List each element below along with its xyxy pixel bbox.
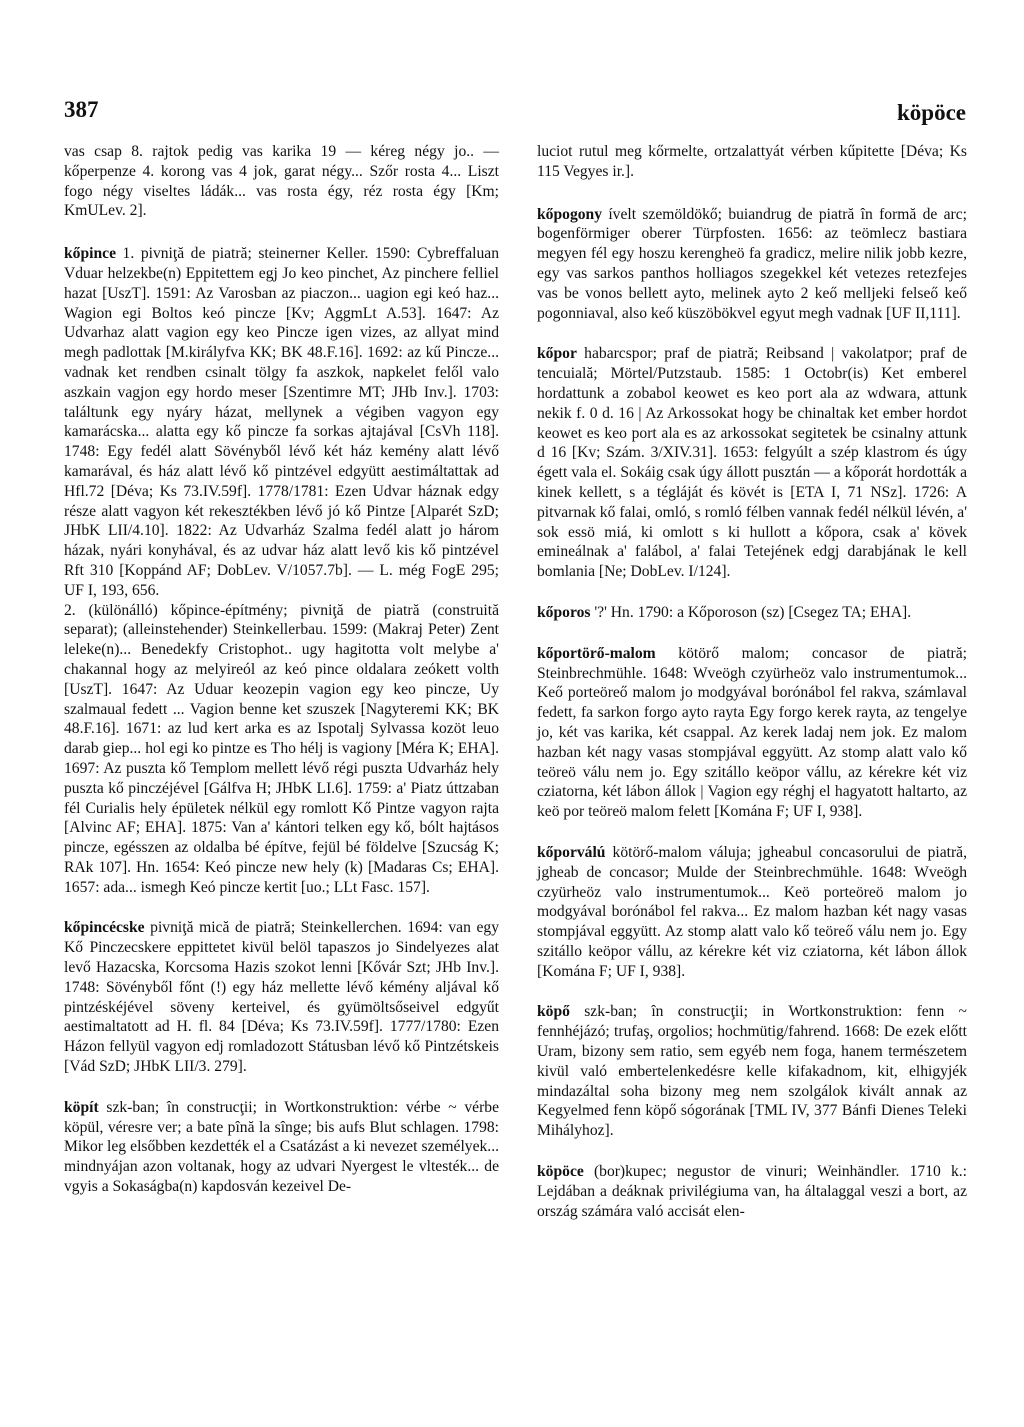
running-headword: köpöce xyxy=(897,100,966,125)
entry-headword: kőpince xyxy=(64,245,116,263)
entry-sense-2: 2. (különálló) kőpince-építmény; pivniţă de piatră (construită separat); (alleinstehender) Steinkellerbau. 1599: (Makraj Peter) Zent leleke(n)... Benedekfy Cristophot.. ugy hagitotta volt melybe a' chakannal hogy az melyireól az keó pince oldalara zeókett volth [UszT]. 1647: Az Uduar keozepin vagion egy keo pincze, Uy szalmaual fedett ... Vagion benne ket szuszek [Nagyteremi KK; BK 48.F.16]. 1671: az lud kert arka es az Ispotalj Sylvassa kozöt leuo darab giep... hol egi ko pintze es Tho hélj is vagiony [Méra K; EHA]. 1697: Az puszta kő Templom mellett lévő régi puszta Udvarház hely puszta kő pinczéjével [Gálfva H; JHbK LI.6]. 1759: a' Piatz úttzaban fél Curialis hely épületek nélkül egy romlott Kő Pintze vagyon rajta [Alvinc AF; EHA]. 1875: Van a' kántori telken egy kő, bólt hajtásos pincze, egésszen az oldalba bé építve, fejül bé földelve [Szucság K; RAk 107]. Hn. 1654: Keó pincze new hely (k) [Madaras Cs; EHA]. 1657: ada... ismegh Keó pincze kertit [uo.; LLt Fasc. 157]. xyxy=(64,601,499,896)
entry-text: habarcspor; praf de piatră; Reibsand | vakolatpor; praf de tencuială; Mörtel/Putzstaub. 1585: 1 Octobr(is) Ket emberel hordattunk a zobabol keowet es keo port ala az wdwara, attunk nekik f. 0 d. 16 | Az Arkossokat hogy be chinaltak ket ember hordot keowet es keo port ala es az arkossokat segitetek be csinalny attunk d 16 [Kv; Szám. 3/XIV.31]. 1653: felgyúlt a szép klastrom és úgy égett vala el. Sokáig csak úgy állott pusztán — a kőporát hordották a kinek kellett, s a tégláját és kövét is [ETA I, 71 NSz]. 1726: A pitvarnak kő falai, omló, s romló félben vannak fedél nélkül lévén, a' sok essö miá, ki omlott s ki hullott a kőpora, csak a' kövek emineálnak a' falábol, a' falai Tetejének edgj darabjának le kell bomlania [Ne; DobLev. I/124]. xyxy=(537,345,967,581)
entry-text: pivniţă mică de piatră; Steinkellerchen. 1694: van egy Kő Pinczecskere eppittetet kivül belöl tapaszos jo Sindelyezes alat levő Hazacska, Korcsoma Hazis szokot lenni [Kővár Szt; JHb Inv.]. 1748: Sövényből főnt (!) egy ház mellette lévő kémény aljával kő pintzéskéjével söveny kerteivel, és gyümöltsőseivel edgyűt aestimaltatott ad H. fl. 84 [Déva; Ks 73.IV.59f]. 1777/1780: Ezen Házon fellyül vagyon edj romladozott Státusban lévő kő Pintzétskeis [Vád SzD; JHbK LII/3. 279]. xyxy=(64,919,499,1076)
entry-headword: köpöce xyxy=(537,1163,584,1181)
entry-headword: kőporos xyxy=(537,603,591,621)
entry-koportoro-malom xyxy=(537,644,967,822)
entry-text: '?' Hn. 1790: a Kőporoson (sz) [Csegez TA; EHA]. xyxy=(590,603,912,621)
entry-kopogony xyxy=(537,205,967,324)
entry-headword: kőpogony xyxy=(537,205,603,223)
entry-kopo xyxy=(537,1002,967,1141)
entry-headword: kőporválú xyxy=(537,843,606,861)
entry-headword: köpő xyxy=(537,1003,570,1021)
entry-text: szk-ban; în construcţii; in Wortkonstruktion: fenn ~ fennhéjázó; trufaş, orgolios; hochmütig/fahrend. 1668: De ezek előtt Uram, bizony sem ratio, sem egyéb nem foga, hanem természetem kivül való embertelenkedésre kelle kifakadnom, kit, elhigyjék mindazáltal soha bizony meg nem szolgálok kivált annak az Kegyelmed fenn köpő sógorának [TML IV, 377 Bánfi Dienes Teleki Mihályhoz]. xyxy=(537,1003,967,1140)
entry-continuation xyxy=(64,142,499,221)
entry-kopoce xyxy=(537,1162,967,1221)
left-column xyxy=(64,142,499,1218)
entry-koporos xyxy=(537,603,967,623)
entry-text: (bor)kupec; negustor de vinuri; Weinhändler. 1710 k.: Lejdában a deáknak privilégiuma van, ha általaggal veszi a bort, az ország számára való accisát elen- xyxy=(537,1163,967,1220)
entry-kopor xyxy=(537,344,967,582)
right-column xyxy=(537,142,967,1242)
entry-text: szk-ban; în construcţii; in Wortkonstruktion: vérbe ~ vérbe köpül, véresre ver; a bate pînă la sînge; bis aufs Blut schlagen. 1798: Mikor leg elsőbben kezdették el a Csatázást a ki nevezet személyek... mindnyájan azon voltanak, hogy az udvari Nyergest le vltesték... de vgyis a Sokaságba(n) kapdosván kezeivel De- xyxy=(64,1098,499,1196)
entry-kopince xyxy=(64,244,499,897)
page-number: 387 xyxy=(64,97,99,122)
entry-headword: kőportörő-malom xyxy=(537,644,656,662)
entry-koporvalu xyxy=(537,843,967,982)
entry-continuation xyxy=(537,142,967,182)
entry-text: ívelt szemöldökő; buiandrug de piatră în formă de arc; bogenförmiger oberer Türpfosten. 1656: az teömlecz bastiara megyen fél egy hoszu kerengheö fa gradicz, melire nilik jobb kezre, egy vas sarkos panthos holliagos szegekkel két vetezes retezfejes vas be vonos bellett ayto, melinek ayto 2 keő melljeki felseő keő pogonniaval, also keő küszöbökvel egyut megh vadnak [UF II,111]. xyxy=(537,205,967,322)
entry-text: vas csap 8. rajtok pedig vas karika 19 — kéreg négy jo.. — kőperpenze 4. korong vas 4 jok, garat négy... Szőr rosta 4... Liszt fogo négy viseltes ládák... vas rosta égy, réz rosta égy [Km; KmULev. 2]. xyxy=(64,143,499,220)
entry-text: kötörő malom; concasor de piatră; Steinbrechmühle. 1648: Wveögh czyürheöz valo instrumentumok... Keő porteöreő malom jo modgyával borónábol fel rakva, számlaval fedett, fa sarkon forgo ayto rayta Egy forgo kerek rayta, az tengelye jo, két vas karika, két csappal. Az kerek ladaj nem jok. Ez malom hazban két nagy vasas stompjával eggyütt. Az stomp alatt valo kő teöreö válu nem jo. Egy szitállo keöpor vállu, az kérekre két viz cziatorna, két lábon állok | Vagion egy réghj el hagyatott haltarto, az keö por teöreö malom felett [Komána F; UF I, 938]. xyxy=(537,644,967,821)
entry-headword: kőpincécske xyxy=(64,919,145,937)
entry-kopit xyxy=(64,1098,499,1197)
entry-headword: köpít xyxy=(64,1098,99,1116)
entry-text: luciot rutul meg kőrmelte, ortzalattyát vérben kűpitette [Déva; Ks 115 Vegyes ir.]. xyxy=(537,143,967,180)
entry-headword: kőpor xyxy=(537,345,577,363)
entry-kopincecske xyxy=(64,918,499,1076)
entry-text: kötörő-malom váluja; jgheabul concasorului de piatră, jgheab de concasor; Mulde der Steinbrechmühle. 1648: Wveögh czyürheöz valo instrumentumok... Keö porteöreö malom jo modgyával borónábol fel rakva... Ez malom hazban két nagy vasas stompjával eggyütt. Az stomp alatt valo kő teöreő válu nem jo. Egy szitállo keöpor vállu, az kérekre két viz cziatorna, két lábon állok [Komána F; UF I, 938]. xyxy=(537,843,967,980)
entry-text: 1. pivniţă de piatră; steinerner Keller. 1590: Cybreffaluan Vduar helzekbe(n) Eppitettem egj Jo keo pinchet, Az pinchere felliel hazat [UszT]. 1591: Az Varosban az piaczon... uagion egi keó haz... Wagion egi Boltos keó pincze [Kv; AggmLt A.53]. 1647: Az Udvarhaz alatt vagion egy keo Pincze igen vizes, az allyat mind megh padlottak [M.királyfva KK; BK 48.F.16]. 1692: az kű Pincze... vadnak ket rendben csinalt tölgy fa aszkok, napkelet felől valo aszkain vagjon egy hordo meser [Szentimre MT; JHb Inv.]. 1703: találtunk egy nyáry házat, mellynek a végiben vagyon egy kamarácska... alatta egy kő pincze fa sorkas ajtajával [CsVh 118]. 1748: Egy fedél alatt Sövényből lévő két ház kemény alatt lévő kamarával, és ház alatt lévő kő pintzével edgyütt aestimáltattak ad Hfl.72 [Déva; Ks 73.IV.59f]. 1778/1781: Ezen Udvar háznak edgy része alatt vagyon két rekesztékben lévő jó kő Pintze [Alparét SzD; JHbK LII/4.10]. 1822: Az Udvarház Szalma fedél alatt jo három házak, nyári konyhával, és az udvar ház alatt levő kis kő pintzével Rft 310 [Koppánd AF; DobLev. V/1057.7b]. — L. még FogE 295; UF I, 193, 656. xyxy=(64,245,499,599)
